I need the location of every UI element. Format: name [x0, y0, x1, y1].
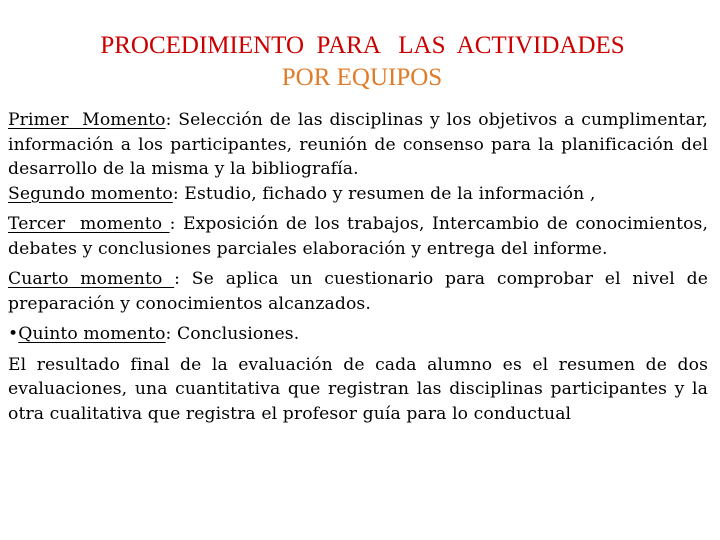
moment-3	[8, 212, 708, 261]
moment-1-label: Primer Momento	[8, 110, 166, 130]
title-line-2: POR EQUIPOS	[281, 64, 443, 91]
moment-4-text: : Se aplica un cuestionario para comprobar el nivel de preparación y conocimientos alcanzados.	[8, 269, 708, 314]
title-line-1: PROCEDIMIENTO PARA LAS ACTIVIDADES	[100, 32, 625, 59]
moment-3-text: : Exposición de los trabajos, Intercambio de conocimientos, debates y conclusiones parciales elaboración y entrega del informe.	[8, 214, 709, 259]
moment-1-text: : Selección de las disciplinas y los objetivos a cumplimentar, información a los participantes, reunión de consenso para la planificación del desarrollo de la misma y la bibliografía.	[8, 110, 708, 179]
moment-4	[8, 267, 708, 316]
moment-2-text: : Estudio, fichado y resumen de la información ,	[172, 183, 596, 204]
slide-body	[8, 108, 708, 426]
moment-5-label: Quinto momento	[18, 324, 166, 344]
moment-4-label: Cuarto momento	[8, 269, 175, 289]
moment-5-bullet: •	[8, 324, 19, 344]
conclusion-paragraph: El resultado final de la evaluación de cada alumno es el resumen de dos evaluaciones, una cuantitativa que registran las disciplinas participantes y la otra cualitativa que registra el profesor guía para lo conductual	[8, 354, 708, 424]
moment-2	[8, 182, 708, 207]
moment-1	[8, 108, 708, 182]
moment-5	[8, 322, 708, 347]
slide-title	[0, 30, 720, 94]
moment-2-label: Segundo momento	[8, 183, 173, 204]
moment-5-text: : Conclusiones.	[165, 324, 300, 344]
moment-3-label: Tercer momento	[8, 214, 170, 234]
